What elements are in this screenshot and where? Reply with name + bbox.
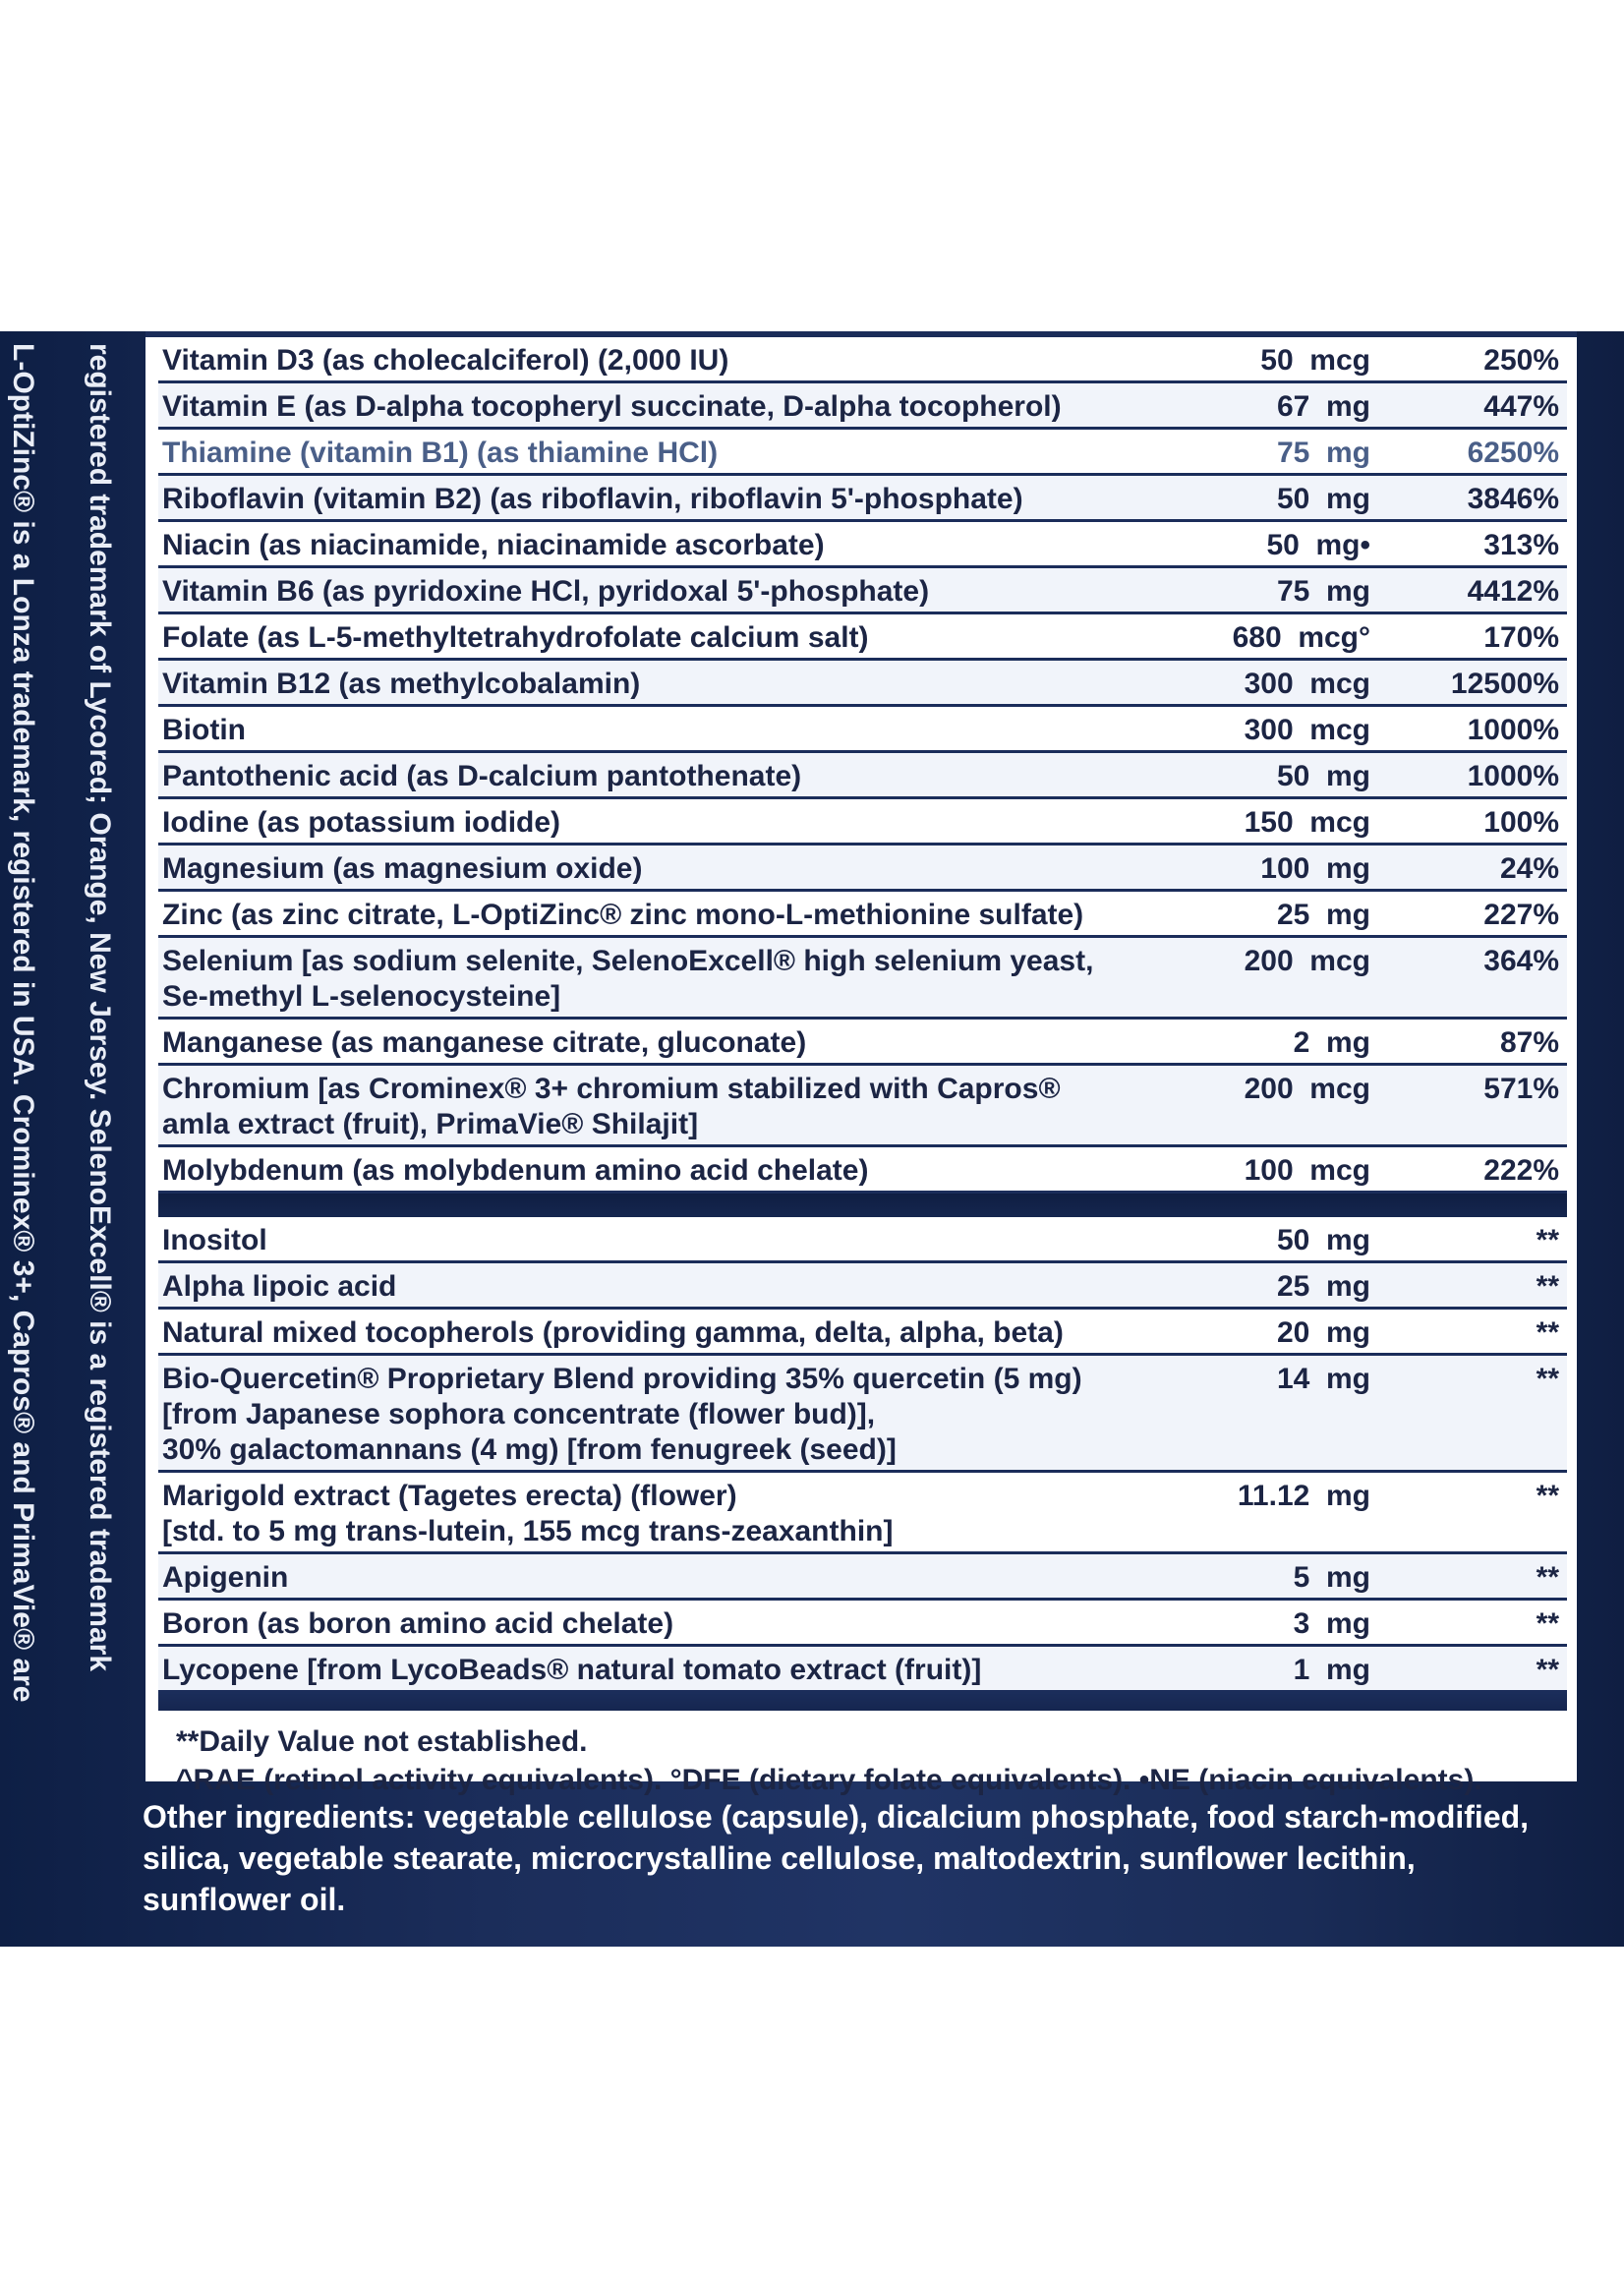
nutrient-amount: 25 mg — [1276, 1270, 1370, 1303]
nutrient-name: Vitamin B12 (as methylcobalamin) — [162, 668, 641, 700]
nutrient-name: Thiamine (vitamin B1) (as thiamine HCl) — [162, 437, 719, 469]
nutrient-daily-value: 3846% — [1467, 483, 1559, 515]
nutrient-daily-value: 571% — [1483, 1073, 1559, 1105]
nutrient-row — [158, 522, 1567, 568]
nutrient-daily-value: 222% — [1483, 1154, 1559, 1187]
nutrient-name: Alpha lipoic acid — [162, 1270, 397, 1303]
nutrient-name: Vitamin B6 (as pyridoxine HCl, pyridoxal 5'-phosphate) — [162, 575, 930, 608]
nutrient-daily-value: 100% — [1483, 806, 1559, 839]
nutrient-daily-value: ** — [1536, 1270, 1559, 1303]
nutrient-name: Bio-Quercetin® Proprietary Blend providing 35% quercetin (5 mg) [from Japanese sophora concentrate (flower bud)], 30% galactomannans (4 mg) [from fenugreek (seed)] — [162, 1363, 1082, 1466]
nutrient-table — [158, 337, 1567, 1799]
nutrient-amount: 50 mg — [1276, 760, 1370, 792]
nutrient-daily-value: 447% — [1483, 390, 1559, 423]
nutrient-amount: 300 mcg — [1244, 668, 1370, 700]
supplement-label — [0, 331, 1624, 1947]
nutrient-amount: 75 mg — [1276, 437, 1370, 469]
other-ingredients-line: silica, vegetable stearate, microcrystalline cellulose, maltodextrin, sunflower lecithin, — [143, 1840, 1416, 1876]
nutrient-name: Selenium [as sodium selenite, SelenoExcell® high selenium yeast, Se-methyl L-selenocysteine] — [162, 945, 1094, 1013]
nutrient-row — [158, 1473, 1567, 1554]
table-bottom-bar — [158, 1693, 1567, 1711]
nutrient-name: Zinc (as zinc citrate, L-OptiZinc® zinc mono-L-methionine sulfate) — [162, 899, 1084, 931]
nutrient-row — [158, 1020, 1567, 1066]
nutrient-daily-value: 364% — [1483, 945, 1559, 977]
nutrient-daily-value: ** — [1536, 1607, 1559, 1640]
nutrient-row — [158, 614, 1567, 661]
other-ingredients — [143, 1796, 1558, 1920]
nutrient-amount: 67 mg — [1276, 390, 1370, 423]
nutrient-daily-value: ** — [1536, 1224, 1559, 1256]
nutrient-row — [158, 938, 1567, 1020]
nutrient-row — [158, 661, 1567, 707]
nutrient-amount: 50 mg• — [1266, 529, 1370, 561]
nutrient-amount: 200 mcg — [1244, 1073, 1370, 1105]
nutrient-name: Magnesium (as magnesium oxide) — [162, 852, 643, 885]
nutrient-daily-value: 227% — [1483, 899, 1559, 931]
nutrient-daily-value: 1000% — [1467, 714, 1559, 746]
nutrient-row — [158, 568, 1567, 614]
nutrient-row — [158, 1554, 1567, 1601]
nutrient-row — [158, 1263, 1567, 1310]
nutrient-name: Apigenin — [162, 1561, 289, 1594]
nutrient-daily-value: ** — [1536, 1316, 1559, 1349]
nutrient-name: Manganese (as manganese citrate, gluconate) — [162, 1026, 807, 1059]
other-ingredients-line: sunflower oil. — [143, 1882, 346, 1917]
vitamins-minerals-group — [158, 337, 1567, 1194]
nutrient-amount: 680 mcg° — [1232, 621, 1370, 654]
nutrient-name: Riboflavin (vitamin B2) (as riboflavin, riboflavin 5'-phosphate) — [162, 483, 1023, 515]
nutrient-amount: 11.12 mg — [1237, 1480, 1370, 1512]
nutrient-amount: 100 mg — [1260, 852, 1370, 885]
nutrient-row — [158, 1601, 1567, 1647]
side-trademark-text — [0, 331, 157, 1947]
nutrient-row — [158, 1066, 1567, 1147]
nutrient-row — [158, 337, 1567, 383]
nutrient-name: Boron (as boron amino acid chelate) — [162, 1607, 674, 1640]
nutrient-amount: 2 mg — [1293, 1026, 1370, 1059]
nutrient-daily-value: 1000% — [1467, 760, 1559, 792]
nutrient-row — [158, 1356, 1567, 1473]
other-nutrients-group — [158, 1217, 1567, 1693]
nutrient-amount: 14 mg — [1276, 1363, 1370, 1395]
nutrient-name: Vitamin E (as D-alpha tocopheryl succinate, D-alpha tocopherol) — [162, 390, 1062, 423]
nutrient-amount: 1 mg — [1293, 1654, 1370, 1686]
nutrient-name: Iodine (as potassium iodide) — [162, 806, 561, 839]
nutrient-name: Chromium [as Crominex® 3+ chromium stabilized with Capros® amla extract (fruit), PrimaVie® Shilajit] — [162, 1073, 1061, 1140]
nutrient-name: Marigold extract (Tagetes erecta) (flower) [std. to 5 mg trans-lutein, 155 mcg trans-zeaxanthin] — [162, 1480, 894, 1547]
footnote-dv: **Daily Value not established. — [176, 1725, 588, 1758]
nutrient-row — [158, 383, 1567, 430]
nutrient-row — [158, 799, 1567, 845]
nutrient-daily-value: ** — [1536, 1561, 1559, 1594]
nutrient-amount: 20 mg — [1276, 1316, 1370, 1349]
nutrient-row — [158, 1217, 1567, 1263]
footnotes — [158, 1711, 1567, 1799]
nutrient-row — [158, 1647, 1567, 1693]
nutrient-row — [158, 753, 1567, 799]
nutrient-row — [158, 707, 1567, 753]
nutrient-daily-value: 313% — [1483, 529, 1559, 561]
nutrient-daily-value: 250% — [1483, 344, 1559, 377]
nutrient-row — [158, 845, 1567, 892]
nutrient-row — [158, 1310, 1567, 1356]
side-line: registered trademark of Lycored; Orange, New Jersey. SelenoExcell® is a registered trademark — [84, 343, 116, 1672]
nutrient-row — [158, 476, 1567, 522]
nutrient-name: Niacin (as niacinamide, niacinamide ascorbate) — [162, 529, 825, 561]
nutrient-name: Vitamin D3 (as cholecalciferol) (2,000 IU) — [162, 344, 729, 377]
section-divider-bar — [158, 1194, 1567, 1217]
nutrient-amount: 100 mcg — [1244, 1154, 1370, 1187]
nutrient-daily-value: 170% — [1483, 621, 1559, 654]
nutrient-daily-value: 12500% — [1450, 668, 1559, 700]
side-line: L-OptiZinc® is a Lonza trademark, registered in USA. Crominex® 3+, Capros® and PrimaVie® are — [7, 343, 39, 1703]
side-trademark-lines — [0, 331, 157, 1720]
nutrient-name: Folate (as L-5-methyltetrahydrofolate calcium salt) — [162, 621, 869, 654]
nutrient-amount: 50 mg — [1276, 483, 1370, 515]
other-ingredients-line: Other ingredients: vegetable cellulose (capsule), dicalcium phosphate, food starch-modified, — [143, 1799, 1530, 1835]
nutrient-daily-value: 4412% — [1467, 575, 1559, 608]
nutrient-row — [158, 1147, 1567, 1194]
nutrient-row — [158, 892, 1567, 938]
nutrient-daily-value: 6250% — [1467, 437, 1559, 469]
nutrient-row — [158, 430, 1567, 476]
nutrient-daily-value: 24% — [1499, 852, 1559, 885]
nutrient-amount: 150 mcg — [1244, 806, 1370, 839]
nutrient-amount: 5 mg — [1293, 1561, 1370, 1594]
nutrient-daily-value: ** — [1536, 1480, 1559, 1512]
nutrient-daily-value: ** — [1536, 1363, 1559, 1395]
nutrient-daily-value: ** — [1536, 1654, 1559, 1686]
nutrient-amount: 50 mg — [1276, 1224, 1370, 1256]
nutrient-amount: 25 mg — [1276, 899, 1370, 931]
nutrient-name: Natural mixed tocopherols (providing gamma, delta, alpha, beta) — [162, 1316, 1064, 1349]
supplement-facts-panel — [145, 331, 1577, 1796]
nutrient-amount: 75 mg — [1276, 575, 1370, 608]
nutrient-name: Molybdenum (as molybdenum amino acid chelate) — [162, 1154, 869, 1187]
footnote-equivalents: ^RAE (retinol activity equivalents). °DFE (dietary folate equivalents). •NE (niacin equivalents). — [176, 1764, 1482, 1796]
nutrient-amount: 3 mg — [1293, 1607, 1370, 1640]
nutrient-daily-value: 87% — [1499, 1026, 1559, 1059]
nutrient-amount: 50 mcg — [1260, 344, 1370, 377]
nutrient-name: Inositol — [162, 1224, 267, 1256]
nutrient-name: Pantothenic acid (as D-calcium pantothenate) — [162, 760, 802, 792]
nutrient-amount: 300 mcg — [1244, 714, 1370, 746]
nutrient-amount: 200 mcg — [1244, 945, 1370, 977]
nutrient-name: Biotin — [162, 714, 246, 746]
nutrient-name: Lycopene [from LycoBeads® natural tomato extract (fruit)] — [162, 1654, 982, 1686]
